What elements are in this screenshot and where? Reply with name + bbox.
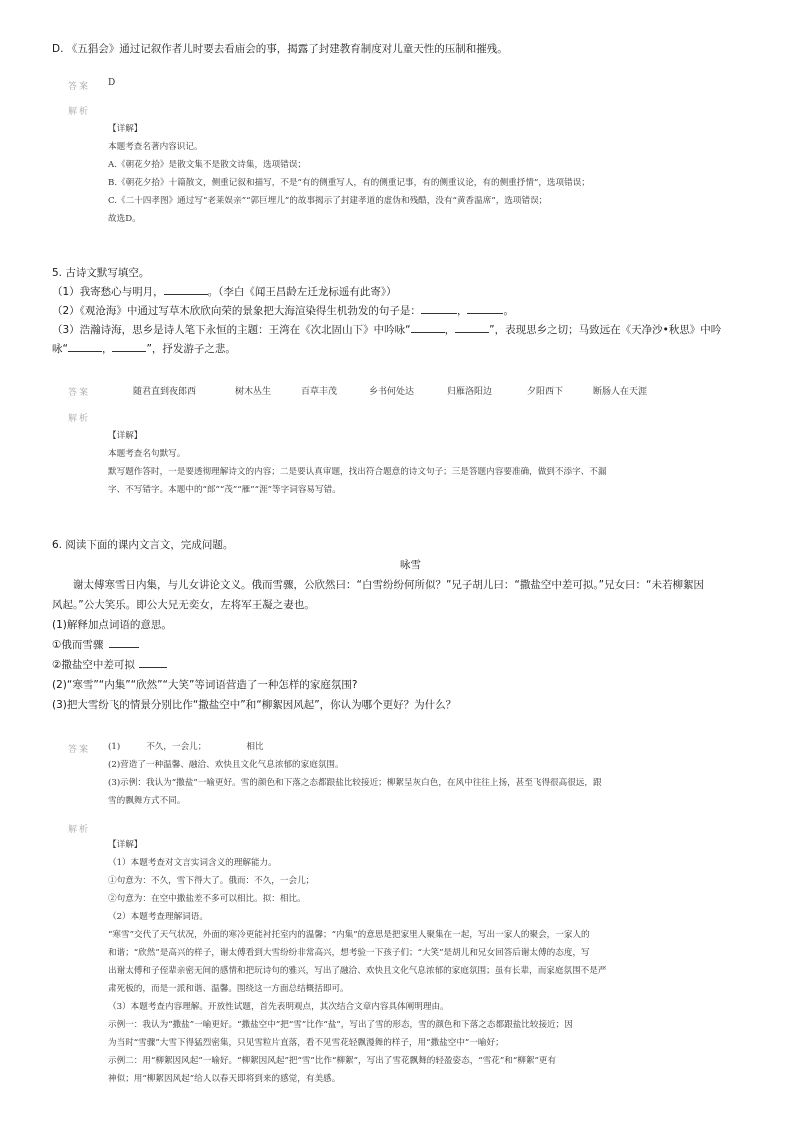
q6-explanation: 【详解】 （1）本题考查对文言实词含义的理解能力。 ①句意为：不久，雪下得大了。俄而：不久，一会儿； ②句意为：在空中撒盐差不多可以相比。拟：相比。 （2）本题考查理解词语。 “寒雪”交代了天气状况，外面的寒冷更能衬托室内的温馨；“内集”的意思是把家里人聚集在一起，写出一家人的聚会，一家人的 和谐；“欣然”是高兴的样子，谢太傅看到大雪纷纷非常高兴，想考验一下孩子们；“大笑”是胡儿和兄女回答后谢太傅的态度，写 出谢太傅和子侄辈亲密无间的感情和把玩诗句的雅兴，写出了融洽、欢快且文化气息浓郁的家庭氛围；虽有长辈，而家庭氛围不是严 肃死板的，而是一派和谐、温馨。围绕这一方面总结概括即可。 （3）本题考查内容理解。开放性试题，首先表明观点，其次结合文章内容具体阐明理由。 示例一：我认为“撒盐”一喻更好。“撒盐空中”把“雪”比作“盐”，写出了雪的形态，雪的颜色和下落之态都跟盐比较接近；因 为当时“雪骤”大雪下得猛烈密集，只见雪粒片直落，看不见雪花轻飘漫舞的样子，用“撒盐空中”一喻好； 示例二：用“柳絮因风起”一喻好。“柳絮因风起”把“雪”比作“柳絮”，写出了雪花飘舞的轻盈姿态，“雪花”和“柳絮”更有 神似；用“柳絮因风起”给人以春天即将到来的感觉，有美感。 xyxy=(108,840,607,1084)
answer-item: 乡书何处达 xyxy=(369,387,415,397)
q5-line-2: （2）《观沧海》中通过写草木欣欣向荣的景象把大海渲染得生机勃发的句子是： ， 。 xyxy=(52,305,514,317)
answer-item: 断肠人在天涯 xyxy=(593,387,648,397)
blank[interactable] xyxy=(421,303,457,314)
analysis-label: 解析 xyxy=(68,414,91,424)
answer-label: 答案 xyxy=(68,388,91,398)
passage-title: 咏雪 xyxy=(400,559,421,571)
sub-question-1: (1)解释加点词语的意思。 xyxy=(52,619,172,631)
q5-question xyxy=(52,264,752,359)
answer-item: 随君直到夜郎西 xyxy=(133,387,197,397)
q6-answer: (1) 不久，一会儿； 相比 (2)营造了一种温馨、融洽、欢快且文化气息浓郁的家庭氛围。 (3)示例：我认为“撒盐”一喻更好。雪的颜色和下落之态都跟盐比较接近；柳絮呈灰白色，在风中往往上扬，甚至飞得很高很远，跟 雪的飘舞方式不同。 xyxy=(108,738,748,810)
blank[interactable] xyxy=(68,341,102,352)
answer-item: 树木丛生 xyxy=(235,387,272,397)
blank[interactable] xyxy=(455,322,489,333)
blank[interactable] xyxy=(164,284,208,295)
q5-line-3: （3）浩瀚诗海，思乡是诗人笔下永恒的主题：王湾在《次北固山下》中吟咏“ ， ”，表现思乡之切；马致远在《天净沙•秋思》中吟 xyxy=(52,324,722,336)
sub-question-3: (3)把大雪纷飞的情景分别比作“撒盐空中”和“柳絮因风起”，你认为哪个更好？为什么？ xyxy=(52,699,457,711)
q5-line-1: （1）我寄愁心与明月， 。（李白《闻王昌龄左迁龙标遥有此寄》） xyxy=(52,286,397,298)
answer-item: 夕阳西下 xyxy=(527,387,564,397)
option-d-text: D. 《五猖会》通过记叙作者儿时要去看庙会的事，揭露了封建教育制度对儿童天性的压制和摧残。 xyxy=(52,43,508,55)
q6-question xyxy=(52,535,752,715)
sub-question-1a: ①俄而雪骤 xyxy=(52,635,752,655)
q4-option-d xyxy=(52,40,752,59)
passage-line-2: 风起。”公大笑乐。即公大兄无奕女，左将军王凝之妻也。 xyxy=(52,599,315,611)
blank[interactable] xyxy=(139,657,167,668)
q5-stem: 5. 古诗文默写填空。 xyxy=(52,267,150,279)
blank[interactable] xyxy=(467,303,503,314)
answer-item: 百草丰茂 xyxy=(301,387,338,397)
answer-label: 答案 xyxy=(68,745,91,755)
q6-stem: 6. 阅读下面的课内文言文，完成问题。 xyxy=(52,539,234,551)
sub-question-2: (2)“寒雪”“内集”“欣然”“大笑”等词语营造了一种怎样的家庭氛围? xyxy=(52,679,358,691)
q4-answer: D xyxy=(108,78,116,88)
analysis-label: 解析 xyxy=(68,107,91,117)
blank[interactable] xyxy=(109,637,139,648)
q6-answer-1: (1) 不久，一会儿； 相比 xyxy=(108,742,264,752)
q5-explanation: 【详解】 本题考查名句默写。 默写题作答时，一是要透彻理解诗文的内容；二是要认真审题，找出符合题意的诗文句子；三是答题内容要准确，做到不添字、不漏 字、不写错字。本题中的“郎”“茂”“雁”“涯”等字词容易写错。 xyxy=(108,431,607,495)
passage-line-1: 谢太傅寒雪日内集，与儿女讲论文义。俄而雪骤，公欣然曰：“白雪纷纷何所似？”兄子胡儿曰：“撒盐空中差可拟。”兄女曰：“未若柳絮因 xyxy=(73,579,704,591)
sub-question-1b: ②撒盐空中差可拟 xyxy=(52,655,752,675)
blank[interactable] xyxy=(112,341,146,352)
q4-explanation: 【详解】 本题考查名著内容识记。 A.《朝花夕拾》是散文集不是散文诗集，选项错误； B.《朝花夕拾》十篇散文，侧重记叙和描写，不是“有的侧重写人，有的侧重记事，有的侧重议论，有的侧重抒情”，选项错误； C.《二十四孝图》通过写“老莱娱亲”“郭巨埋儿”的故事揭示了封建孝道的虚伪和残酷，没有“黄香温席”，选项错误； 故选D。 xyxy=(108,124,590,224)
q5-line-4: 咏“ ， ”，抒发游子之悲。 xyxy=(52,343,236,355)
analysis-label: 解析 xyxy=(68,825,91,835)
answer-item: 归雁洛阳边 xyxy=(447,387,493,397)
blank[interactable] xyxy=(411,322,445,333)
answer-label: 答案 xyxy=(68,82,91,92)
